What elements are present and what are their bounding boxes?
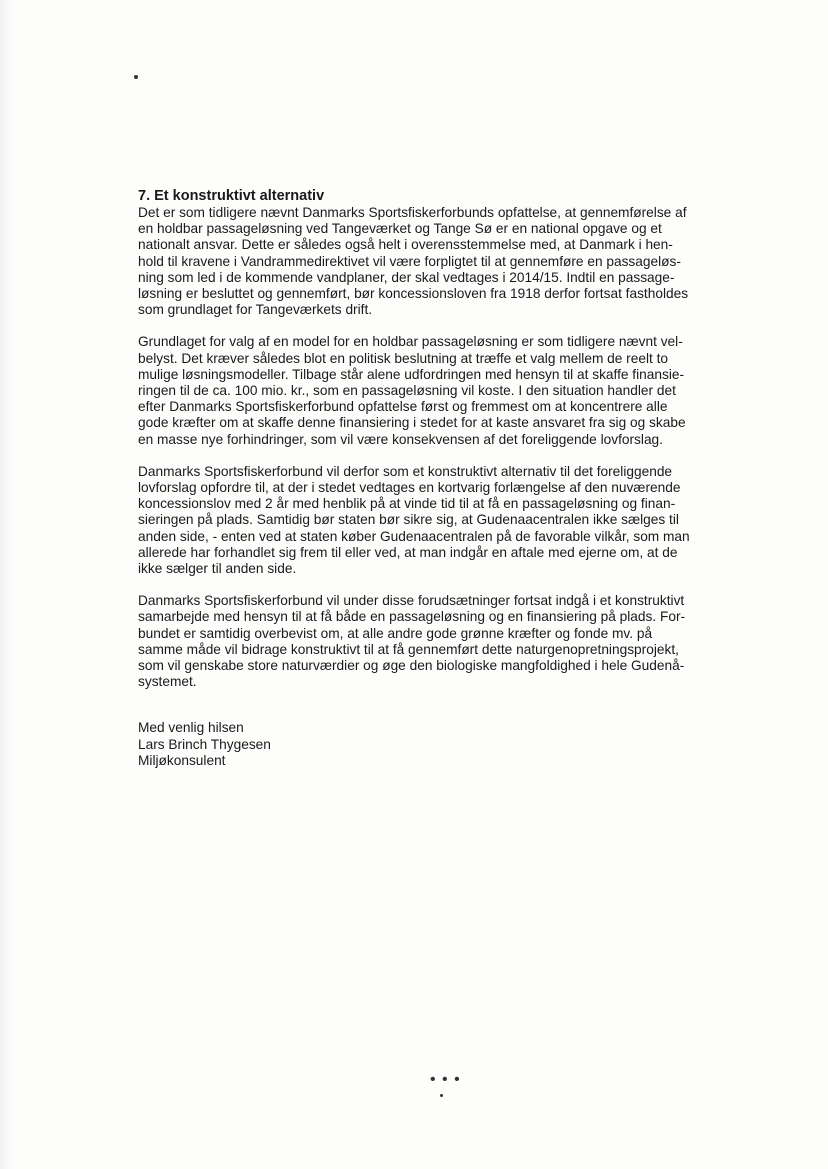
paragraph-4 <box>138 593 738 690</box>
text-line: løsning er besluttet og gennemført, bør koncessionsloven fra 1918 derfor fortsat fastholdes <box>138 286 689 302</box>
text-line: mulige løsningsmodeller. Tilbage står alene udfordringen med hensyn til at skaffe finansie- <box>138 366 685 382</box>
text-line: nationalt ansvar. Dette er således også helt i overensstemmelse med, at Danmark i hen- <box>138 237 673 253</box>
text-line: bundet er samtidig overbevist om, at alle andre gode grønne kræfter og fonde mv. på <box>138 625 653 641</box>
text-line: en holdbar passageløsning ved Tangeværket og Tange Sø er en national opgave og et <box>138 221 662 237</box>
bullet-mark <box>134 75 138 79</box>
continuation-dots: • • • <box>430 1071 461 1088</box>
text-line: lovforslag opfordre til, at der i stedet vedtages en kortvarig forlængelse af den nuværende <box>138 480 681 496</box>
scan-edge-shadow <box>0 0 16 1169</box>
paragraph-1 <box>138 205 738 318</box>
text-line: samme måde vil bidrage konstruktivt til at få gennemført dette naturgenopretningsprojekt, <box>138 641 679 657</box>
text-line: sieringen på plads. Samtidig bør staten bør sikre sig, at Gudenaacentralen ikke sælges til <box>138 512 679 528</box>
text-line: systemet. <box>138 674 197 690</box>
text-line: belyst. Det kræver således blot en politisk beslutning at træffe et valg mellem de reelt to <box>138 350 669 366</box>
text-line: samarbejde med hensyn til at få både en passageløsning og en finansiering på plads. For- <box>138 609 686 625</box>
text-line: Det er som tidligere nævnt Danmarks Sportsfiskerforbunds opfattelse, at gennemførelse af <box>138 205 687 220</box>
paragraph-3 <box>138 464 738 577</box>
text-line: ringen til de ca. 100 mio. kr., som en passageløsning vil koste. I den situation handler det <box>138 383 676 399</box>
paragraph-2 <box>138 334 738 447</box>
text-line: ikke sælger til anden side. <box>138 561 297 577</box>
text-line: Grundlaget for valg af en model for en holdbar passageløsning er som tidligere nævnt vel- <box>138 334 683 350</box>
text-line: Danmarks Sportsfiskerforbund vil under disse forudsætninger fortsat indgå i et konstruktivt <box>138 593 685 609</box>
text-line: hold til kravene i Vandrammedirektivet vil være forpligtet til at gennemføre en passageløs- <box>138 253 681 269</box>
text-line: allerede har forhandlet sig frem til eller ved, at man indgår en aftale med ejerne om, at de <box>138 544 678 560</box>
signer-title: Miljøkonsulent <box>138 752 226 768</box>
signer-name: Lars Brinch Thygesen <box>138 736 271 752</box>
text-line: som vil genskabe store naturværdier og øge den biologiske mangfoldighed i hele Gudenå- <box>138 658 685 674</box>
text-line: ning som led i de kommende vandplaner, der skal vedtages i 2014/15. Indtil en passage- <box>138 269 675 285</box>
continuation-dot <box>440 1094 443 1097</box>
text-line: Danmarks Sportsfiskerforbund vil derfor som et konstruktivt alternativ til det foreliggende <box>138 463 673 479</box>
text-line: efter Danmarks Sportsfiskerforbund opfattelse først og fremmest om at koncentrere alle <box>138 399 668 415</box>
text-line: koncessionslov med 2 år med henblik på at vinde tid til at få en passageløsning og finan- <box>138 496 676 512</box>
text-line: gode kræfter om at skaffe denne finansiering i stedet for at kaste ansvaret fra sig og skabe <box>138 415 686 431</box>
salutation: Med venlig hilsen <box>138 720 244 736</box>
signature-block <box>138 720 738 769</box>
section-heading: 7. Et konstruktivt alternativ <box>138 188 325 204</box>
text-line: anden side, - enten ved at staten køber Gudenaacentralen på de favorable vilkår, som man <box>138 528 690 544</box>
text-line: en masse nye forhindringer, som vil være konsekvensen af det foreliggende lovforslag. <box>138 431 663 447</box>
text-line: som grundlaget for Tangeværkets drift. <box>138 302 373 318</box>
letter-body <box>138 188 738 769</box>
